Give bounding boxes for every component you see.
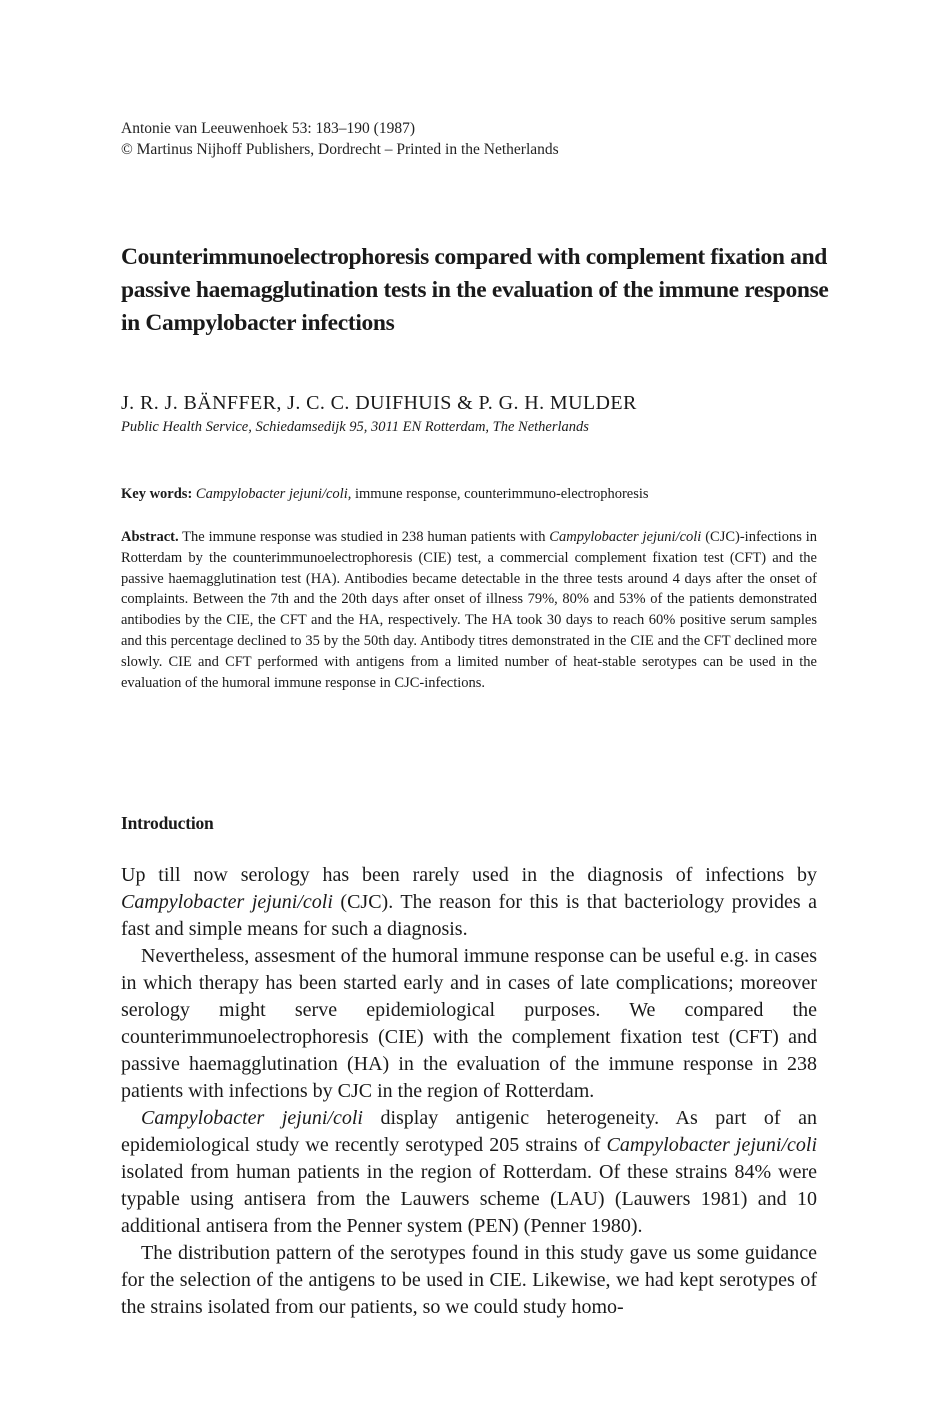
journal-header [121, 118, 559, 160]
keywords-label: Key words: [121, 486, 193, 502]
intro-p3-text-a: display antigenic heterogeneity. As part of an epidemiological study we recently serotyped 205 strains of [121, 1107, 817, 1156]
intro-p3-organism-2: Campylobacter jejuni/coli [606, 1134, 818, 1156]
abstract-label: Abstract. [121, 529, 179, 545]
intro-paragraph-4: The distribution pattern of the serotypes found in this study gave us some guidance for the selection of the antigens to be used in CIE. Likewise, we had kept serotypes of the strains isolated from our patients, so we could study homo- [121, 1242, 817, 1318]
introduction-body [121, 862, 817, 1321]
intro-paragraph-1 [121, 862, 817, 943]
intro-p3-text-b: isolated from human patients in the region of Rotterdam. Of these strains 84% were typable using antisera from the Lauwers scheme (LAU) (Lauwers 1981) and 10 additional antisera from the Penner system (PEN) (Penner 1980). [121, 1161, 817, 1237]
author-affiliation: Public Health Service, Schiedamsedijk 95, 3011 EN Rotterdam, The Netherlands [121, 419, 589, 435]
author-list: J. R. J. BÄNFFER, J. C. C. DUIFHUIS & P. G. H. MULDER [121, 392, 637, 414]
abstract-organism: Campylobacter jejuni/coli [549, 529, 702, 545]
journal-citation: Antonie van Leeuwenhoek 53: 183–190 (1987) [121, 120, 416, 137]
keywords-organism: Campylobacter jejuni/coli, [195, 486, 352, 502]
keywords-line [121, 484, 821, 504]
keywords-rest: immune response, counterimmuno-electrophoresis [351, 486, 649, 502]
abstract [121, 527, 817, 693]
intro-paragraph-2: Nevertheless, assesment of the humoral immune response can be useful e.g. in cases in which therapy has been started early and in cases of late complications; moreover serology might serve epidemiological purposes. We compared the counterimmunoelectrophoresis (CIE) with the complement fixation test (CFT) and passive haemagglutination (HA) in the evaluation of the immune response in 238 patients with infections by CJC in the region of Rotterdam. [121, 945, 817, 1102]
intro-p1-organism: Campylobacter jejuni/coli [121, 891, 333, 913]
intro-p1-text-a: Up till now serology has been rarely used in the diagnosis of infections by [121, 864, 817, 886]
paper-title: Counterimmunoelectrophoresis compared with complement fixation and passive haemagglutination tests in the evaluation of the immune response in Campylobacter infections [121, 244, 829, 336]
abstract-text-2: (CJC)-infections in Rotterdam by the counterimmunoelectrophoresis (CIE) test, a commercial complement fixation test (CFT) and the passive haemagglutination test (HA). Antibodies became detectable in the three tests around 4 days after the onset of complaints. Between the 7th and the 20th days after onset of illness 79%, 80% and 53% of the patients demonstrated antibodies by the CIE, the CFT and the HA, respectively. The HA took 30 days to reach 60% positive serum samples and this percentage declined to 35 by the 50th day. Antibody titres demonstrated in the CIE and the CFT declined more slowly. CIE and CFT performed with antigens from a limited number of heat-stable serotypes can be used in the evaluation of the humoral immune response in CJC-infections. [121, 529, 817, 691]
section-heading-introduction: Introduction [121, 813, 214, 833]
intro-p1-text-b: (CJC). The reason for this is that bacteriology provides a fast and simple means for such a diagnosis. [121, 891, 817, 940]
intro-p3-organism: Campylobacter jejuni/coli [141, 1107, 363, 1129]
intro-paragraph-3 [121, 1105, 817, 1240]
abstract-text-1: The immune response was studied in 238 human patients with [178, 529, 550, 545]
copyright-line: © Martinus Nijhoff Publishers, Dordrecht – Printed in the Netherlands [121, 141, 559, 158]
